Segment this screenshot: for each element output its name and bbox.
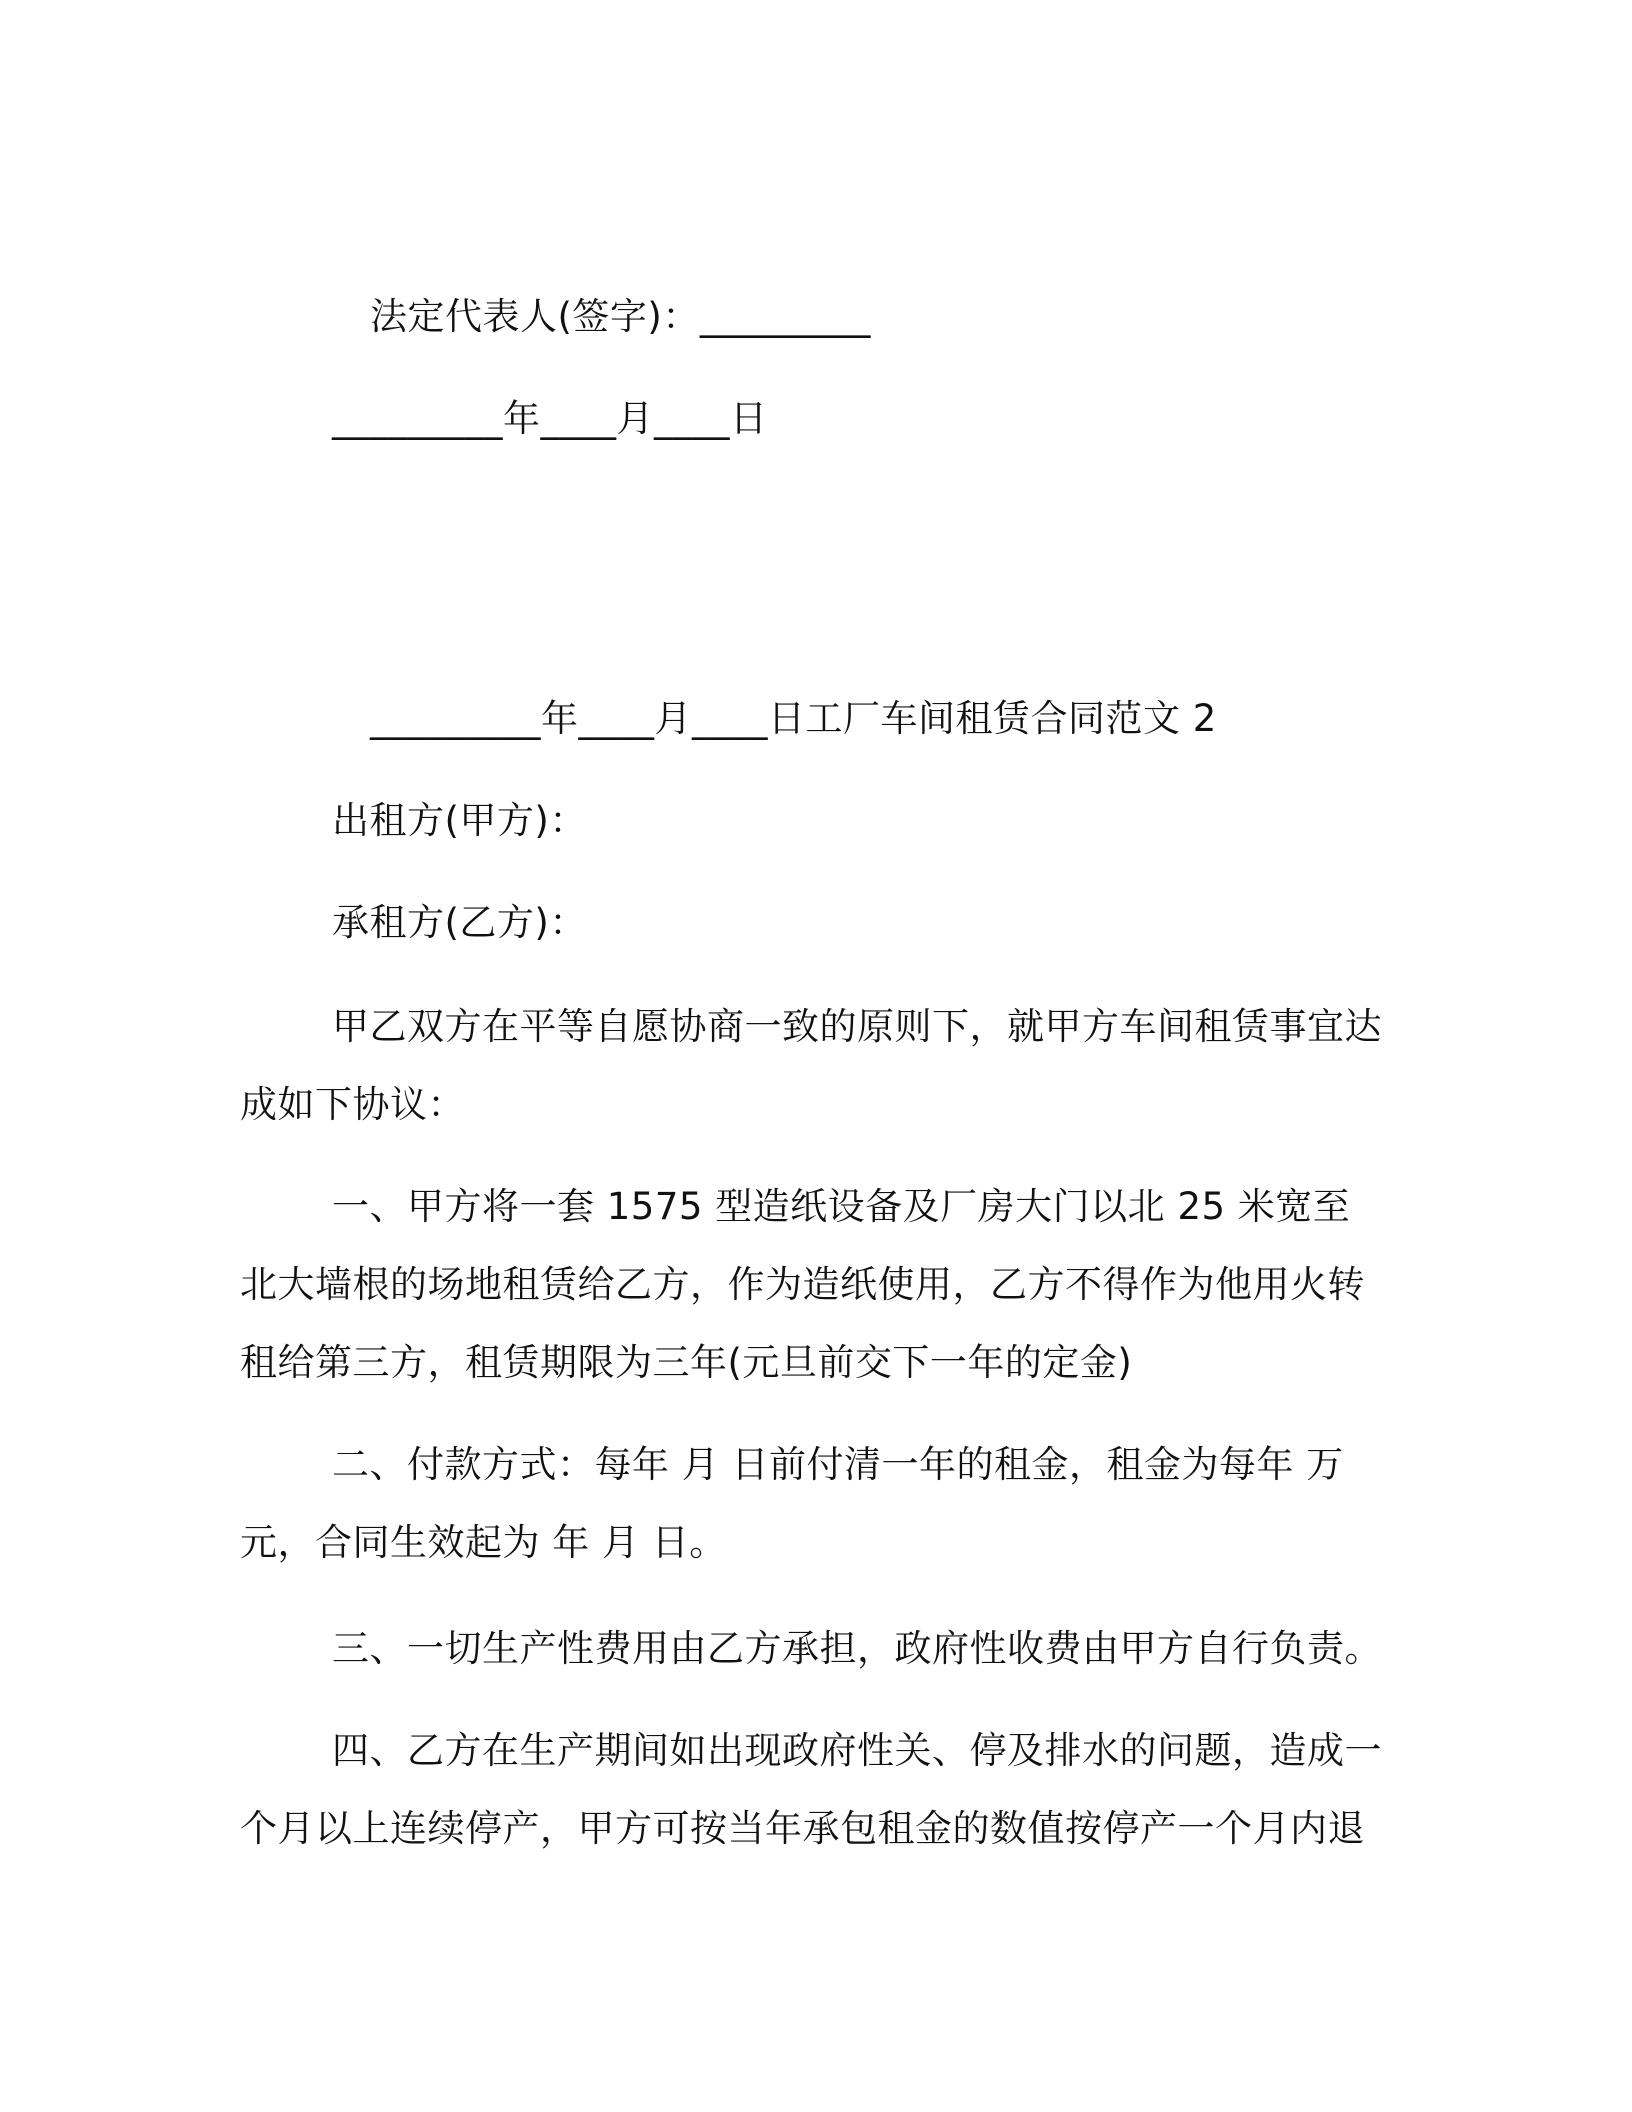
contract-title: _________年____月____日工厂车间租赁合同范文 2 xyxy=(370,697,1217,740)
intro-paragraph: 甲乙双方在平等自愿协商一致的原则下，就甲方车间租赁事宜达成如下协议： xyxy=(240,1005,1382,1126)
clause-4-paragraph: 四、乙方在生产期间如出现政府性关、停及排水的问题，造成一个月以上连续停产，甲方可按当年承包租金的数值按停产一个月内退 xyxy=(240,1729,1382,1850)
clause-3-paragraph: 三、一切生产性费用由乙方承担，政府性收费由甲方自行负责。 xyxy=(332,1627,1382,1670)
signature-date-line: _________年____月____日 xyxy=(332,397,768,440)
lessee-label: 承租方(乙方)： xyxy=(332,901,587,944)
lessor-label: 出租方(甲方)： xyxy=(332,799,587,842)
clause-1-paragraph: 一、甲方将一套 1575 型造纸设备及厂房大门以北 25 米宽至北大墙根的场地租赁给乙方，作为造纸使用，乙方不得作为他用火转租给第三方，租赁期限为三年(元旦前交下一年的定金) xyxy=(240,1185,1365,1384)
clause-2-paragraph: 二、付款方式：每年 月 日前付清一年的租金，租金为每年 万元，合同生效起为 年 月 日。 xyxy=(240,1443,1344,1564)
legal-representative-signature-line: 法定代表人(签字)：_________ xyxy=(370,295,871,338)
